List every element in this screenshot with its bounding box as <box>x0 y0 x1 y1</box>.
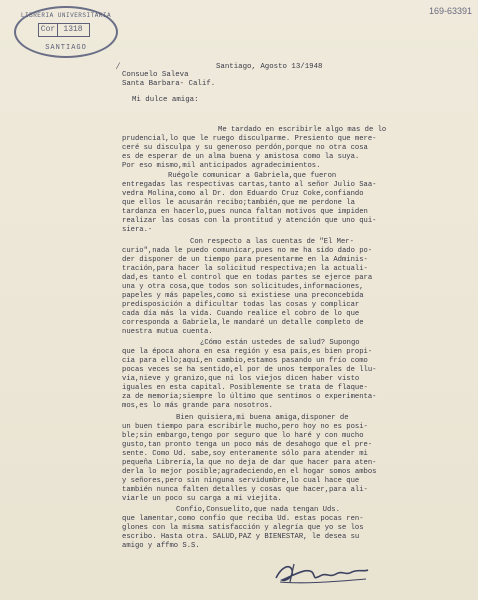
body-line: viarle un poco su carga a mi viejita. <box>122 495 282 503</box>
body-line: que lamentar,como confío que reciba Ud. estas pocas ren- <box>122 515 364 523</box>
stamp-number: 1318 <box>63 25 83 34</box>
body-line: ¿Cómo están ustedes de salud? Supongo <box>200 339 360 347</box>
body-line: mos,es lo más grande para nosotros. <box>122 402 273 410</box>
body-line: za de memoria;siempre lo último que sentimos o experimenta- <box>122 393 377 401</box>
margin-mark: ⁄ <box>115 62 122 73</box>
body-line: ble;sin embargo,tengo por seguro que lo haré y con mucho <box>122 432 364 440</box>
body-line: predisposición a dificultar todas las cosas y complicar <box>122 301 360 309</box>
body-line: Confío,Consuelito,que nada tengan Uds. <box>176 506 340 514</box>
body-line: cia para ello;aquí,en cambio,estamos pasando un frío como <box>122 357 368 365</box>
body-line: nuestra mutua cuenta. <box>122 328 213 336</box>
body-line: Por eso mismo,mil anticipados agradecimientos. <box>122 162 321 170</box>
stamp-box-left: Cor <box>39 24 58 36</box>
body-line: Bien quisiera,mi buena amiga,disponer de <box>176 414 349 422</box>
body-line: un buen tiempo para escribirle mucho,pero hoy no es posi- <box>122 423 368 431</box>
recipient-place: Santa Barbara- Calif. <box>122 80 216 88</box>
body-line: tración,para hacer la solicitud respectiva;en la actuali- <box>122 265 368 273</box>
body-line: que ellos le acusarán recibo;también,que me perdone la <box>122 199 355 207</box>
date-line: Santiago, Agosto 13/1948 <box>216 63 323 71</box>
body-line: glones con la misma satisfacción y alegría que yo se los <box>122 524 364 532</box>
body-line: tardanza en hacerlo,pues nunca faltan motivos que impiden <box>122 208 368 216</box>
body-line: vedra Molina,como al Dr. don Eduardo Cruz Coke,confiando <box>122 190 364 198</box>
body-line: der disponer de un tiempo para presentarme en la Adminis- <box>122 256 368 264</box>
body-line: iguales en esta capital. Posiblemente se trata de flaque- <box>122 384 368 392</box>
stamp-bottom-text: SANTIAGO <box>45 44 87 52</box>
library-stamp <box>14 6 118 58</box>
body-line: realizar las cosas con la prontitud y atención que uno qui- <box>122 217 377 225</box>
body-line: también nunca falten detalles y cosas que hacer,para ali- <box>122 486 368 494</box>
body-line: Ruégole comunicar a Gabriela,que fueron <box>168 172 337 180</box>
stamp-number-box <box>38 23 90 37</box>
body-line: una y otra cosa,que todos son solicitudes,informaciones, <box>122 283 364 291</box>
body-line: dad,es tanto el control que en todas partes se ejerce para <box>122 274 373 282</box>
body-line: que la época ahora en esa región y esa país,es bien propi- <box>122 348 373 356</box>
body-line: prudencial,lo que le ruego disculparme. Presiento que mere- <box>122 135 377 143</box>
greeting: Mi dulce amiga: <box>132 96 199 104</box>
body-line: papeles y más papeles,como si existiese una preconcebida <box>122 292 364 300</box>
body-line: es de esperar de un alma buena y amistosa como la suya. <box>122 153 360 161</box>
body-line: cada día más la vida. Cuando realice el cobro de lo que <box>122 310 360 318</box>
body-line: entregadas las respectivas cartas,tanto al señor Julio Saa- <box>122 181 377 189</box>
body-line: ceré su disculpa y su generoso perdón,porque no otra cosa <box>122 144 368 152</box>
body-line: corresponda a Gabriela,le mandaré un detalle completo de <box>122 319 364 327</box>
body-line: curio",nada le puedo comunicar,pues no me ha sido dado po- <box>122 247 373 255</box>
body-line: gusto,tan pronto tenga un poco más de desahogo que el pre- <box>122 441 373 449</box>
body-line: Me tardado en escribirle algo mas de lo <box>218 126 387 134</box>
body-line: y señores,pero sin ninguna servidumbre,lo cual hace que <box>122 477 360 485</box>
handwritten-signature <box>272 560 372 586</box>
body-line: pequeña Librería,la que no deja de dar que hacer para aten- <box>122 459 377 467</box>
body-line: pocas veces se ha sentido,el por de unos temporales de llu- <box>122 366 377 374</box>
body-line: amigo y affmo S.S. <box>122 542 200 550</box>
recipient-name: Consuelo Saleva <box>122 71 189 79</box>
body-line: escribo. Hasta otra. SALUD,PAZ y BIENESTAR, le desea su <box>122 533 360 541</box>
reference-number: 169-63391 <box>428 6 472 16</box>
body-line: siera.- <box>122 226 153 234</box>
stamp-top-text: LIBRERIA UNIVERSITARIA <box>20 12 112 19</box>
body-line: Con respecto a las cuentas de "El Mer- <box>190 238 354 246</box>
body-line: sente. Como Ud. sabe,soy enteramente sólo para atender mi <box>122 450 368 458</box>
body-line: derla lo mejor posible;agradeciendo,en el hogar somos ambos <box>122 468 377 476</box>
body-line: via,nieve y granizo,que ni los viejos dicen haber visto <box>122 375 360 383</box>
